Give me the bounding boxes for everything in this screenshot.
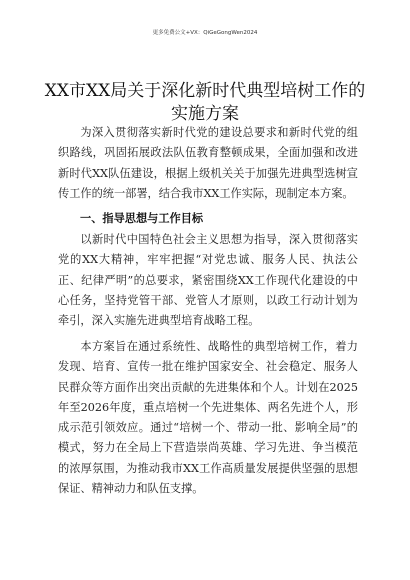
guiding-principles-paragraph: 以新时代中国特色社会主义思想为指导，深入贯彻落实党的XX大精神，牢牢把握“对党忠诚、服务人民、执法公正、纪律严明”的总要求，紧密围绕XX工作现代化建设的中心任务，坚持党管干部、党管人才原则，以政工行动计划为牵引，深入实施先进典型培育战略工程。 [58, 233, 358, 328]
header-note: 更多免费公文+VX：QiGeGongWen2024 [152, 30, 258, 36]
document-title: XX市XX局关于深化新时代典型培树工作的实施方案 [44, 81, 366, 124]
intro-paragraph: 为深入贯彻落实新时代党的建设总要求和新时代党的组织路线，巩固拓展政法队伍教育整顿成果，全面加强和改进新时代XX队伍建设，根据上级机关关于加强先进典型选树宣传工作的统一部署，结合我市XX工作实际，现制定本方案。 [58, 126, 358, 200]
section-heading-guiding-principles: 一、指导思想与工作目标 [80, 212, 204, 225]
work-goals-paragraph: 本方案旨在通过系统性、战略性的典型培树工作，着力发现、培育、宣传一批在维护国家安全、社会稳定、服务人民群众等方面作出突出贡献的先进集体和个人。计划在2025年至2026年度，重点培树一个先进集体、两名先进个人，形成示范引领效应。通过“培树一个、带动一批、影响全局”的模式，努力在全局上下营造崇尚英雄、学习先进、争当模范的浓厚氛围，为推动我市XX工作高质量发展提供坚强的思想保证、精神动力和队伍支撑。 [58, 340, 358, 496]
